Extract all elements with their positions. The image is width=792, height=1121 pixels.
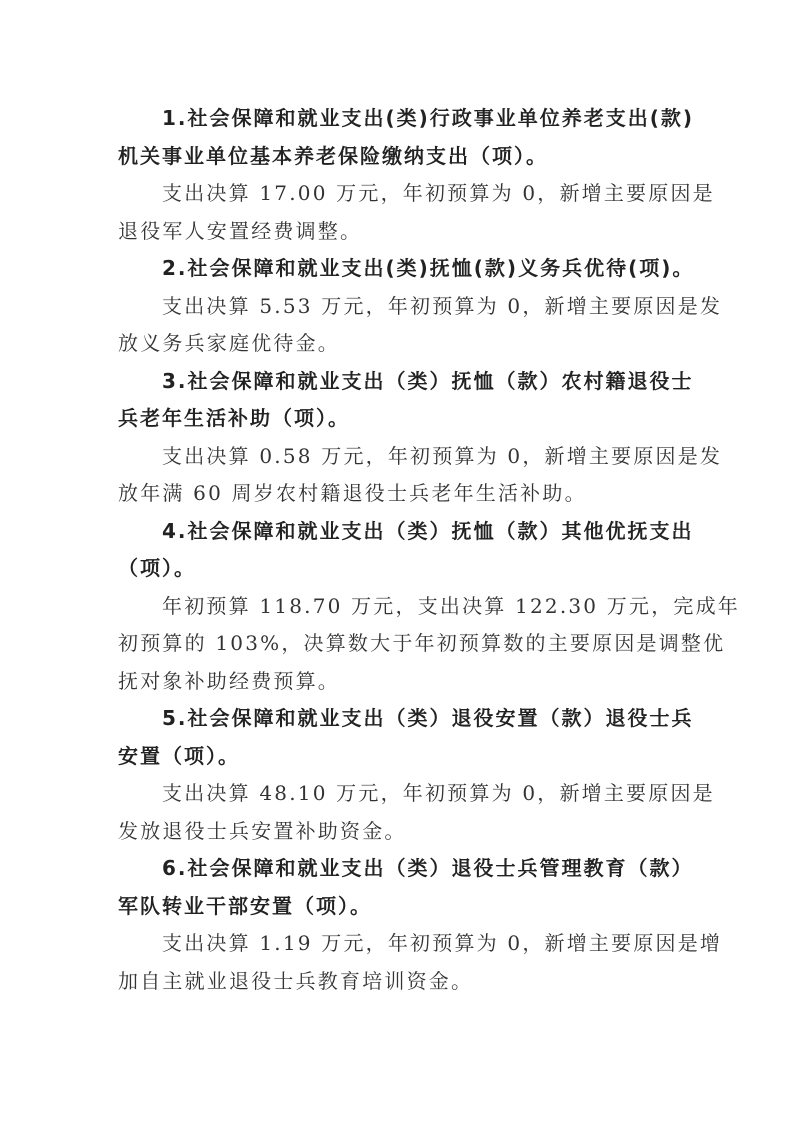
section-body: 支出决算 17.00 万元，年初预算为 0，新增主要原因是 [162, 181, 715, 205]
section-body: 支出决算 5.53 万元，年初预算为 0，新增主要原因是发 [162, 293, 723, 318]
section-body: 加自主就业退役士兵教育培训资金。 [118, 968, 474, 993]
section-body: 支出决算 48.10 万元，年初预算为 0，新增主要原因是 [162, 781, 715, 805]
section-body: 初预算的 103%，决算数大于年初预算数的主要原因是调整优 [118, 631, 726, 655]
section-heading: 1.社会保障和就业支出(类)行政事业单位养老支出(款) [162, 106, 695, 130]
section-heading: 军队转业干部安置（项）。 [118, 893, 372, 918]
section-body: 支出决算 1.19 万元，年初预算为 0，新增主要原因是增 [162, 931, 723, 955]
section-body: 发放退役士兵安置补助资金。 [118, 818, 407, 843]
section-heading: 安置（项）。 [118, 743, 240, 768]
section-1 [118, 100, 715, 250]
section-heading: 6.社会保障和就业支出（类）退役士兵管理教育（款） [162, 856, 694, 880]
section-body: 支出决算 0.58 万元，年初预算为 0，新增主要原因是发 [162, 443, 723, 468]
section-heading: 2.社会保障和就业支出(类)抚恤(款)义务兵优待(项)。 [162, 256, 695, 280]
section-4 [118, 513, 740, 701]
section-heading: 兵老年生活补助（项）。 [118, 406, 350, 430]
section-heading: 3.社会保障和就业支出（类）抚恤（款）农村籍退役士 [162, 368, 694, 393]
section-heading: （项）。 [118, 556, 196, 580]
section-5 [118, 700, 715, 850]
section-heading: 4.社会保障和就业支出（类）抚恤（款）其他优抚支出 [162, 518, 694, 543]
section-heading: 5.社会保障和就业支出（类）退役安置（款）退役士兵 [162, 706, 694, 730]
section-body: 放义务兵家庭优待金。 [118, 331, 340, 355]
section-body: 年初预算 118.70 万元，支出决算 122.30 万元，完成年 [162, 593, 740, 618]
section-2 [118, 250, 723, 363]
document-page [118, 100, 740, 1000]
section-3 [118, 363, 723, 513]
section-body: 放年满 60 周岁农村籍退役士兵老年生活补助。 [118, 481, 587, 505]
section-heading: 机关事业单位基本养老保险缴纳支出（项）。 [118, 143, 548, 168]
section-body: 抚对象补助经费预算。 [118, 668, 340, 693]
section-6 [118, 850, 723, 1000]
section-body: 退役军人安置经费调整。 [118, 218, 363, 243]
